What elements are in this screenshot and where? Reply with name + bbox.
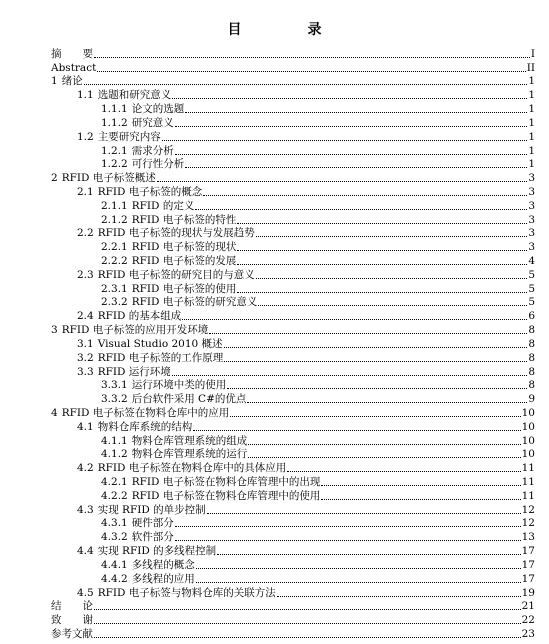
toc-entry[interactable] [51, 88, 535, 102]
toc-entry-text: 软件部分 [131, 531, 174, 544]
dot-leader [321, 485, 520, 486]
toc-entry[interactable] [51, 323, 535, 337]
toc-entry-label [51, 628, 93, 641]
toc-entry-number: 4.2.2 [101, 489, 128, 502]
toc-entry-number: 2.1 [77, 185, 94, 198]
toc-entry-text: 物料仓库管理系统的组成 [131, 434, 248, 447]
toc-entry[interactable] [51, 351, 535, 365]
dot-leader [248, 444, 520, 445]
toc-entry-page: 1 [528, 158, 535, 171]
toc-entry-number: 4.5 [77, 586, 94, 599]
toc-entry-label [51, 407, 229, 420]
toc-entry-label [51, 324, 208, 337]
toc-entry-text: 多线程的概念 [131, 558, 195, 571]
toc-entry-number: 1.2.2 [101, 158, 128, 171]
toc-entry-page: 3 [528, 199, 535, 212]
toc-entry-number: 4.3 [77, 503, 94, 516]
toc-entry-number: 2.3.1 [101, 282, 128, 295]
dot-leader [193, 430, 520, 431]
toc-entry-page: 5 [528, 296, 535, 309]
toc-entry-label [51, 89, 171, 102]
toc-entry-label [51, 379, 226, 392]
toc-entry[interactable] [51, 268, 535, 282]
toc-entry[interactable] [51, 475, 535, 489]
toc-entry-number: 2.3 [77, 268, 94, 281]
dot-leader [157, 181, 528, 182]
dot-leader [237, 223, 527, 224]
toc-entry-number: 2.2.2 [101, 255, 128, 267]
toc-entry-text: 选题和研究意义 [97, 89, 172, 102]
toc-entry-number: 4.4.2 [101, 572, 128, 585]
toc-entry-number: 4.3.2 [101, 531, 128, 544]
toc-entry-label [51, 614, 93, 627]
toc-entry-page: 8 [528, 351, 535, 364]
toc-entry[interactable] [51, 254, 535, 268]
toc-entry-number: 3 [51, 324, 58, 337]
toc-entry-label [51, 241, 236, 254]
toc-entry-number: 4.1.1 [101, 434, 128, 447]
toc-entry-label [51, 255, 236, 268]
toc-entry[interactable] [51, 379, 535, 393]
toc-entry-text: 实现 RFID 的多线程控制 [97, 545, 217, 558]
toc-entry-text: 绪论 [61, 75, 83, 88]
toc-entry-label [51, 352, 223, 365]
toc-entry-number: 4.1.2 [101, 448, 128, 461]
toc-entry-number: 2.4 [77, 310, 94, 323]
toc-entry-page: 8 [528, 337, 535, 350]
toc-entry-text: RFID 电子标签与物料仓库的关联方法 [97, 586, 276, 599]
toc-entry[interactable] [51, 544, 535, 558]
toc-entry[interactable] [51, 130, 535, 144]
toc-entry-text: 摘 要 [51, 47, 93, 60]
toc-entry-label [51, 186, 202, 199]
toc-entry[interactable] [51, 240, 535, 254]
dot-leader [217, 554, 520, 555]
toc-entry-label [51, 587, 276, 600]
toc-entry-text: RFID 电子标签概述 [61, 172, 156, 185]
toc-entry-page: 11 [521, 476, 535, 488]
toc-entry-text: RFID 电子标签的研究目的与意义 [97, 268, 255, 281]
toc-entry-page: 10 [521, 448, 535, 461]
toc-entry-text: RFID 电子标签在物料仓库中的应用 [61, 406, 230, 419]
dot-leader [196, 568, 521, 569]
toc-entry[interactable] [51, 171, 535, 185]
dot-leader [175, 526, 521, 527]
toc-entry-text: RFID 的基本组成 [97, 310, 182, 323]
toc-entry-label [51, 600, 93, 613]
toc-entry-text: RFID 电子标签的发展 [131, 255, 237, 267]
toc-entry-number: 4.2 [77, 462, 94, 475]
toc-entry-text: 可行性分析 [131, 158, 185, 171]
toc-entry-page: 8 [528, 365, 535, 378]
toc-entry-number: 4 [51, 406, 58, 419]
toc-entry-label [51, 435, 247, 448]
toc-entry-page: 3 [528, 172, 535, 185]
toc-entry[interactable] [51, 530, 535, 544]
toc-entry[interactable] [51, 517, 535, 531]
toc-entry-label [51, 214, 236, 227]
toc-entry-label [51, 490, 320, 503]
dot-leader [207, 513, 521, 514]
toc-entry[interactable] [51, 627, 535, 641]
toc-entry-page: 3 [528, 213, 535, 226]
dot-leader [224, 347, 528, 348]
toc-entry-text: Visual Studio 2010 概述 [97, 337, 223, 350]
toc-entry-text: RFID 运行环境 [97, 365, 171, 378]
toc-entry-page: 13 [521, 531, 535, 544]
toc-entry-text: RFID 电子标签的使用 [131, 282, 237, 295]
toc-entry[interactable] [51, 586, 535, 600]
dot-leader [256, 236, 528, 237]
toc-entry[interactable] [51, 613, 535, 627]
toc-entry-page: 23 [521, 627, 535, 640]
dot-leader [247, 402, 527, 403]
toc-entry-page: 10 [521, 434, 535, 447]
toc-entry-label [51, 310, 181, 323]
toc-entry-text: 致 谢 [51, 614, 93, 627]
dot-leader [237, 250, 527, 251]
toc-entry-number: 3.3.1 [101, 379, 128, 392]
toc-entry-label [51, 531, 174, 544]
toc-entry-number: 2.1.2 [101, 213, 128, 226]
toc-entry-label [51, 62, 96, 75]
dot-leader [195, 209, 527, 210]
dot-leader [97, 71, 525, 72]
toc-entry-number: 4.1 [77, 420, 94, 433]
toc-entry-text: 研究意义 [131, 116, 174, 129]
toc-entry[interactable] [51, 572, 535, 586]
toc-entry-label [51, 75, 83, 88]
toc-entry-page: 8 [528, 324, 535, 337]
toc-entry[interactable] [51, 406, 535, 420]
toc-entry[interactable] [51, 158, 535, 172]
toc-entry-text: RFID 电子标签的特性 [131, 213, 237, 226]
dot-leader [321, 499, 520, 500]
toc-entry-label [51, 158, 184, 171]
toc-entry-number: 3.3.2 [101, 393, 128, 406]
dot-leader [230, 416, 520, 417]
toc-entry-page: 17 [521, 572, 535, 585]
toc-entry-page: 1 [528, 103, 535, 116]
toc-entry[interactable] [51, 282, 535, 296]
toc-entry-label [51, 103, 184, 116]
toc-entry-text: RFID 电子标签的应用开发环境 [61, 324, 209, 337]
toc-entry-text: 结 论 [51, 600, 93, 613]
toc-entry-number: 2.2 [77, 227, 94, 240]
dot-leader [94, 609, 521, 610]
dot-leader [182, 319, 527, 320]
toc-entry-label [51, 117, 174, 130]
toc-entry-text: RFID 的定义 [131, 199, 195, 212]
toc-entry-number: 2.3.2 [101, 296, 128, 309]
toc-entry[interactable] [51, 434, 535, 448]
toc-entry-text: 物料仓库系统的结构 [97, 420, 193, 433]
toc-entry[interactable] [51, 199, 535, 213]
toc-entry[interactable] [51, 185, 535, 199]
toc-entry-page: I [530, 47, 535, 60]
toc-entry-number: 1.1.2 [101, 116, 128, 129]
toc-list [51, 47, 535, 641]
dot-leader [196, 582, 521, 583]
toc-entry-number: 4.2.1 [101, 476, 128, 488]
toc-entry-text: RFID 电子标签的工作原理 [97, 351, 224, 364]
dot-leader [237, 292, 527, 293]
toc-entry-label [51, 172, 156, 185]
toc-entry-page: 9 [528, 393, 535, 406]
toc-entry-text: 论文的选题 [131, 103, 185, 116]
toc-entry[interactable] [51, 144, 535, 158]
toc-entry-number: 1.1 [77, 89, 94, 102]
dot-leader [209, 333, 527, 334]
toc-entry-text: RFID 电子标签的现状 [131, 241, 237, 254]
toc-entry-text: 运行环境中类的使用 [131, 379, 227, 392]
toc-entry[interactable] [51, 461, 535, 475]
toc-entry-number: 1.1.1 [101, 103, 128, 116]
toc-entry-page: 5 [528, 282, 535, 295]
toc-entry-page: II [526, 61, 535, 74]
dot-leader [162, 140, 528, 141]
dot-leader [258, 305, 527, 306]
toc-entry-label [51, 504, 206, 517]
toc-entry[interactable] [51, 448, 535, 462]
toc-entry-label [51, 573, 195, 586]
toc-entry-page: 1 [528, 89, 535, 102]
toc-entry-label [51, 338, 223, 351]
toc-entry-page: 10 [521, 406, 535, 419]
dot-leader [237, 264, 527, 265]
dot-leader [203, 195, 527, 196]
toc-entry-text: RFID 电子标签的现状与发展趋势 [97, 227, 255, 240]
toc-entry-number: 3.3 [77, 365, 94, 378]
toc-entry-text: RFID 电子标签的概念 [97, 185, 203, 198]
dot-leader [248, 457, 520, 458]
toc-entry[interactable] [51, 213, 535, 227]
toc-entry-page: 21 [521, 600, 535, 613]
toc-entry[interactable] [51, 558, 535, 572]
toc-entry-text: 需求分析 [131, 144, 174, 157]
toc-entry-page: 1 [528, 75, 535, 88]
toc-entry-label [51, 545, 216, 558]
toc-entry-number: 4.4 [77, 545, 94, 558]
dot-leader [94, 623, 521, 624]
toc-title: 目 录 [227, 22, 348, 38]
toc-entry-label [51, 448, 247, 461]
toc-entry-label [51, 421, 192, 434]
toc-entry-page: 12 [521, 503, 535, 516]
toc-entry-label [51, 476, 320, 489]
dot-leader [84, 84, 528, 85]
toc-entry-page: 5 [528, 268, 535, 281]
toc-entry[interactable] [51, 420, 535, 434]
toc-entry-page: 4 [528, 255, 535, 267]
toc-entry-text: 参考文献 [51, 627, 93, 640]
toc-entry-text: 后台软件采用 C#的优点 [131, 393, 247, 406]
toc-entry-number: 3.2 [77, 351, 94, 364]
toc-entry-label [51, 227, 255, 240]
dot-leader [172, 375, 528, 376]
toc-entry-number: 2.2.1 [101, 241, 128, 254]
toc-entry-page: 12 [521, 517, 535, 530]
toc-entry-label [51, 269, 255, 282]
toc-entry-number: 4.4.1 [101, 558, 128, 571]
toc-entry[interactable] [51, 102, 535, 116]
dot-leader [227, 388, 527, 389]
toc-entry[interactable] [51, 61, 535, 75]
dot-leader [172, 98, 527, 99]
dot-leader [224, 361, 527, 362]
toc-entry-page: 3 [528, 185, 535, 198]
toc-entry[interactable] [51, 47, 535, 61]
toc-entry-page: 1 [528, 116, 535, 129]
dot-leader [185, 112, 527, 113]
toc-entry-label [51, 517, 174, 530]
toc-entry[interactable] [51, 296, 535, 310]
toc-entry-text: 主要研究内容 [97, 130, 161, 143]
toc-entry-number: 3.1 [77, 337, 94, 350]
toc-entry-page: 17 [521, 558, 535, 571]
toc-entry-page: 1 [528, 130, 535, 143]
dot-leader [94, 57, 530, 58]
dot-leader [185, 167, 527, 168]
toc-entry-number: 1.2 [77, 130, 94, 143]
toc-entry[interactable] [51, 75, 535, 89]
toc-entry-label [51, 145, 174, 158]
dot-leader [287, 471, 520, 472]
dot-leader [256, 278, 528, 279]
toc-entry-text: RFID 电子标签的研究意义 [131, 296, 258, 309]
toc-entry[interactable] [51, 365, 535, 379]
toc-entry-label [51, 200, 194, 213]
toc-entry[interactable] [51, 227, 535, 241]
toc-entry-page: 1 [528, 144, 535, 157]
toc-entry-label [51, 393, 246, 406]
toc-entry-page: 11 [521, 489, 535, 502]
dot-leader [94, 637, 521, 638]
toc-entry-page: 8 [528, 379, 535, 392]
toc-entry[interactable] [51, 600, 535, 614]
toc-entry-label [51, 283, 236, 296]
toc-entry[interactable] [51, 337, 535, 351]
toc-entry-page: 6 [528, 310, 535, 323]
toc-entry-page: 3 [528, 227, 535, 240]
toc-entry-label [51, 296, 257, 309]
toc-entry-number: 2.1.1 [101, 199, 128, 212]
toc-entry-page: 17 [521, 545, 535, 558]
toc-entry[interactable] [51, 489, 535, 503]
toc-entry-page: 3 [528, 241, 535, 254]
toc-entry[interactable] [51, 503, 535, 517]
toc-entry-label [51, 462, 286, 475]
toc-entry-label [51, 48, 93, 61]
toc-entry-number: 2 [51, 172, 58, 185]
toc-entry-text: RFID 电子标签在物料仓库管理中的使用 [131, 489, 321, 502]
toc-entry-label [51, 131, 161, 144]
toc-entry-text: 硬件部分 [131, 517, 174, 530]
dot-leader [277, 596, 521, 597]
toc-entry-text: 物料仓库管理系统的运行 [131, 448, 248, 461]
toc-entry-text: Abstract [51, 61, 97, 74]
toc-entry-page: 10 [521, 420, 535, 433]
toc-entry-number: 1.2.1 [101, 144, 128, 157]
toc-entry-label [51, 559, 195, 572]
toc-entry-text: RFID 电子标签在物料仓库管理中的出现 [131, 476, 321, 488]
dot-leader [175, 126, 528, 127]
dot-leader [175, 540, 521, 541]
toc-entry-text: RFID 电子标签在物料仓库中的具体应用 [97, 462, 287, 475]
toc-entry-number: 1 [51, 75, 58, 88]
toc-entry-text: 多线程的应用 [131, 572, 195, 585]
toc-entry-page: 11 [521, 462, 535, 475]
toc-entry-page: 19 [521, 586, 535, 599]
toc-entry-label [51, 366, 171, 379]
toc-entry[interactable] [51, 392, 535, 406]
toc-entry-page: 22 [521, 614, 535, 627]
toc-entry-number: 4.3.1 [101, 517, 128, 530]
toc-entry[interactable] [51, 116, 535, 130]
toc-entry[interactable] [51, 309, 535, 323]
toc-entry-text: 实现 RFID 的单步控制 [97, 503, 206, 516]
dot-leader [175, 154, 528, 155]
